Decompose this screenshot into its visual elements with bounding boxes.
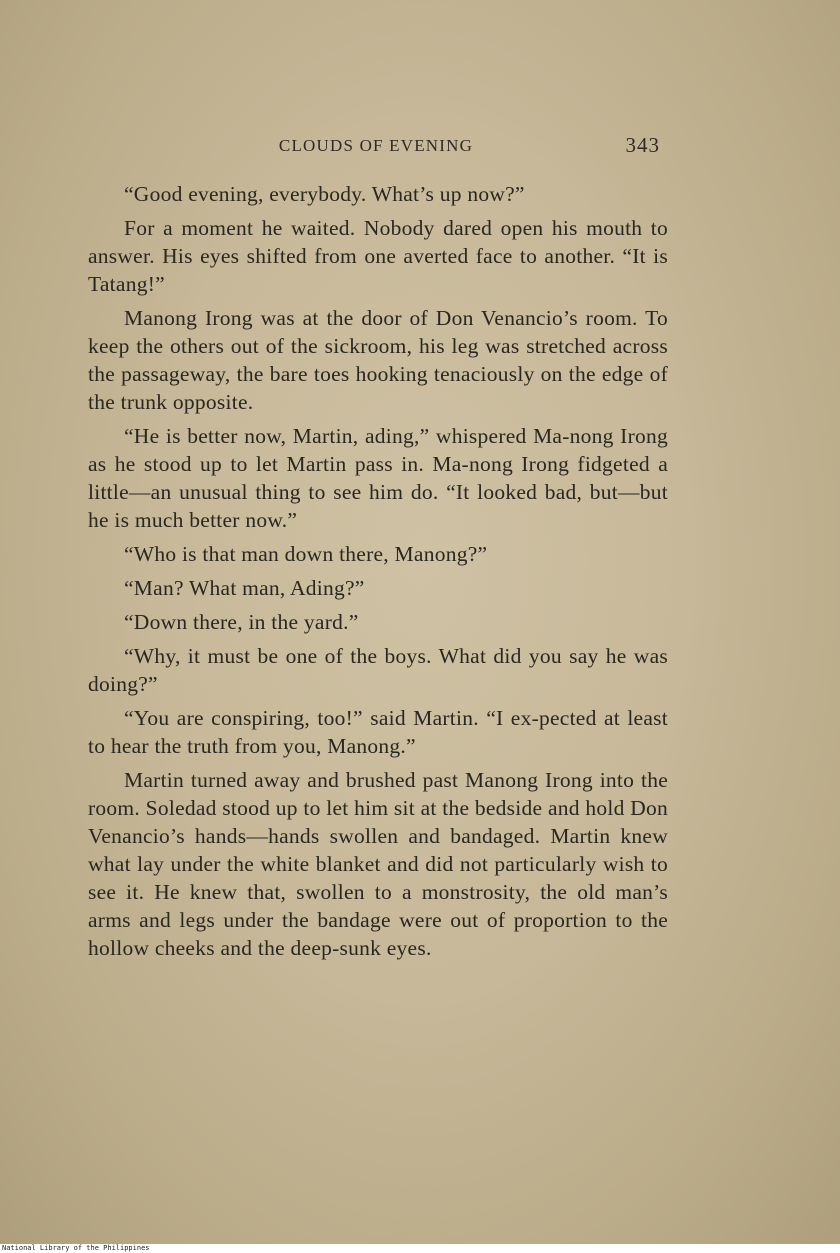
page-header [88, 133, 660, 161]
paragraph: “Down there, in the yard.” [124, 610, 359, 634]
library-stamp: National Library of the Philippines [2, 1244, 150, 1252]
paragraph: “Good evening, everybody. What’s up now?” [124, 182, 525, 206]
paragraph: “He is better now, Martin, ading,” whispered Ma-nong Irong as he stood up to let Martin pass in. Ma-nong Irong fidgeted a little—an unusual thing to see him do. “It looked bad, but—but he is much better now.” [88, 424, 668, 532]
paragraph: Manong Irong was at the door of Don Venancio’s room. To keep the others out of the sickroom, his leg was stretched across the passageway, the bare toes hooking tenaciously on the edge of the trunk opposite. [88, 306, 668, 414]
paragraph: Martin turned away and brushed past Manong Irong into the room. Soledad stood up to let him sit at the bedside and hold Don Venancio’s hands—hands swollen and bandaged. Martin knew what lay under the white blanket and did not particularly wish to see it. He knew that, swollen to a monstrosity, the old man’s arms and legs under the bandage were out of proportion to the hollow cheeks and the deep-sunk eyes. [88, 768, 668, 960]
paragraph: For a moment he waited. Nobody dared open his mouth to answer. His eyes shifted from one averted face to another. “It is Tatang!” [88, 216, 668, 296]
paragraph: “Who is that man down there, Manong?” [124, 542, 488, 566]
body-text [88, 180, 668, 968]
paragraph: “Man? What man, Ading?” [124, 576, 365, 600]
paragraph: “You are conspiring, too!” said Martin. “I ex-pected at least to hear the truth from you, Manong.” [88, 706, 668, 758]
paragraph: “Why, it must be one of the boys. What did you say he was doing?” [88, 644, 668, 696]
page-number: 343 [625, 133, 660, 157]
running-title: CLOUDS OF EVENING [278, 136, 474, 155]
